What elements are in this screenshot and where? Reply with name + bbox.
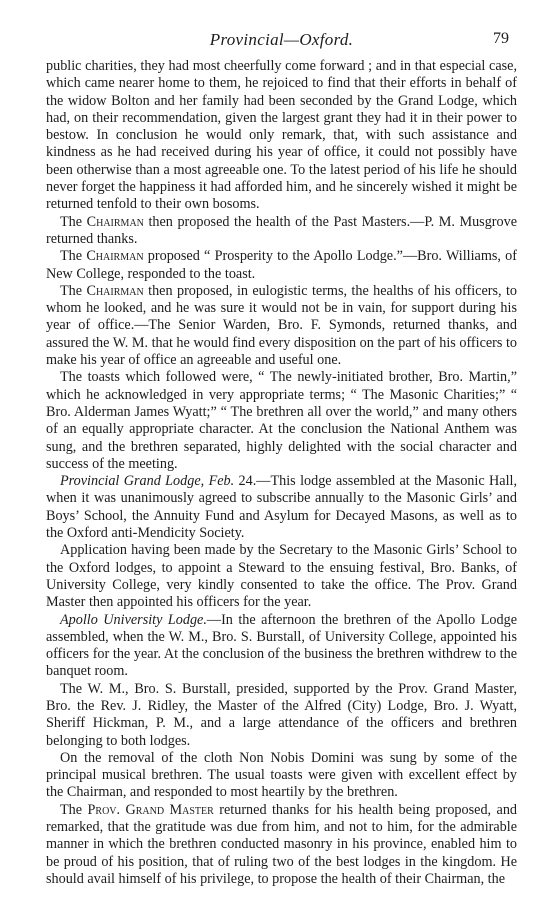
paragraph-text: The toasts which followed were, “ The newly-initiated brother, Bro. Martin,” which he acknowledged in very appropriate terms; “ The Masonic Charities;” “ Bro. Alderman James Wyatt;” “ The brethren all over the world,” and many others of an equally appropriate character. At the conclusion the National Anthem was sung, and the brethren separated, highly delighted with the social character and success of the meeting. [46, 369, 517, 472]
paragraph-lead: The [60, 213, 83, 230]
paragraph-text: proposed “ Prosperity to the Apollo Lodge.”—Bro. Williams, of New College, responded to the toast. [46, 248, 517, 282]
running-title: Provincial—Oxford. [209, 30, 354, 49]
paragraph [46, 473, 517, 542]
paragraph [46, 248, 517, 283]
speaker-name: Chairman [86, 248, 144, 265]
paragraph [46, 681, 517, 750]
page-number: 79 [493, 30, 509, 47]
paragraph [46, 58, 517, 214]
paragraph-text: —In the afternoon the brethren of the Apollo Lodge assembled, when the W. M., Bro. S. Burstall, of University College, appointed his officers for the year. At the conclusion of the business the brethren withdrew to the banquet room. [46, 611, 517, 680]
paragraph-text: Application having been made by the Secretary to the Masonic Girls’ School to the Oxford lodges, to appoint a Steward to the ensuing festival, Bro. Banks, of University College, very kindly consented to take the office. The Prov. Grand Master then appointed his officers for the year. [46, 542, 517, 611]
paragraph-text: On the removal of the cloth Non Nobis Domini was sung by some of the principal musical brethren. The usual toasts were given with excellent effect by the Chairman, and responded to most heartily by the brethren. [46, 749, 517, 801]
body-text [46, 58, 517, 888]
paragraph-lead: The [60, 801, 83, 818]
page [46, 30, 517, 888]
paragraph-text: then proposed the health of the Past Masters.—P. M. Musgrove returned thanks. [46, 213, 518, 247]
paragraph-text: The W. M., Bro. S. Burstall, presided, supported by the Prov. Grand Master, Bro. the Rev. J. Ridley, the Master of the Alfred (City) Lodge, Bro. J. Wyatt, Sheriff Hickman, P. M., and a large attendance of the officers and brethren belonging to both lodges. [46, 680, 517, 749]
paragraph-text: public charities, they had most cheerfully come forward ; and in that especial case, which came nearer home to them, he rejoiced to find that their efforts in behalf of the widow Bolton and her family had been seconded by the Grand Lodge, which had, on their recommendation, given the largest grant they had it in their power to bestow. In conclusion he would only remark, that, with such assistance and kindness as he had received during his year of office, it could not possibly have been otherwise than a most agreeable one. To the latest period of his life he should never forget the happiness it had afforded him, and he sincerely wished it might be returned tenfold to their own bosoms. [46, 58, 517, 213]
paragraph-text: 24.—This lodge assembled at the Masonic Hall, when it was unanimously agreed to subscribe annually to the Masonic Girls’ and Boys’ School, the Annuity Fund and Asylum for Decayed Masons, as well as to the Oxford anti-Mendicity Society. [46, 473, 517, 542]
paragraph [46, 283, 517, 369]
paragraph [46, 802, 517, 888]
paragraph-text: then proposed, in eulogistic terms, the healths of his officers, to whom he looked, and he was sure it would not be in vain, for support during his year of office.—The Senior Warden, Bro. F. Symonds, returned thanks, and assured the W. M. that he would find every disposition on the part of his officers to make his year of office an agreeable and useful one. [46, 282, 518, 369]
speaker-name: Chairman [86, 282, 144, 299]
paragraph [46, 369, 517, 473]
paragraph-text: returned thanks for his health being proposed, and remarked, that the gratitude was due from him, and not to him, for the admirable manner in which the brethren conducted masonry in his province, enabled him to be proud of his position, that of ruling two of the best lodges in the kingdom. He should avail himself of his privilege, to propose the health of their Chairman, the [46, 801, 518, 887]
paragraph [46, 612, 517, 681]
speaker-name: Prov. Grand Master [87, 801, 214, 818]
paragraph [46, 214, 517, 249]
speaker-name: Chairman [86, 213, 144, 230]
paragraph-lead: The [60, 282, 83, 299]
running-head [46, 30, 517, 52]
paragraph-lead: The [60, 248, 83, 265]
section-heading: Provincial Grand Lodge, Feb. [60, 473, 235, 490]
paragraph [46, 542, 517, 611]
section-heading: Apollo University Lodge. [60, 611, 207, 628]
paragraph [46, 750, 517, 802]
